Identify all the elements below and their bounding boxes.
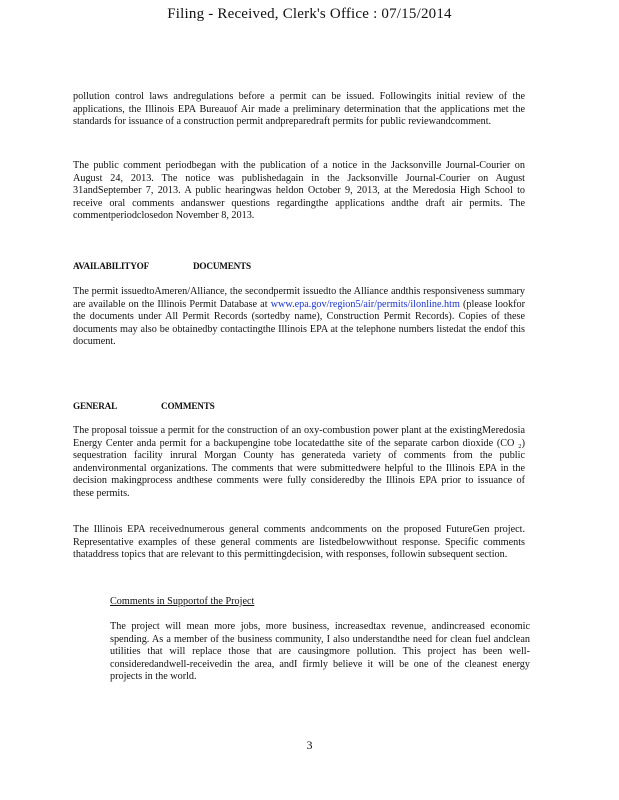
heading-general-word: GENERAL	[73, 401, 118, 411]
paragraph-public-comment-period: The public comment periodbegan with the publication of a notice in the Jacksonville Journal-Courier on August 24, 2013. The notice was publishedagain in the Jacksonville Journal-Courier on August 31andSeptember 7, 2013. A public hearingwas heldon October 9, 2013, at the Meredosia High School to receive oral comments andanswer questions regardingthe applications andthe draft air permits. The commentperiodclosedon November 8, 2013.	[73, 160, 525, 222]
paragraph-general-comments-received: The Illinois EPA receivednumerous general comments andcomments on the proposed FutureGen project. Representative examples of these general comments are listedbelowwithout response. Specific comments thataddress topics that are relevant to this permittingdecision, with responses, followin subsequent section.	[73, 524, 525, 561]
page-number: 3	[306, 738, 313, 752]
heading-general-comments	[73, 401, 525, 411]
availability-text-start: The permit issuedtoAmeren/Alliance, the secondpermit issuedto the Alliance andthis responsiveness summary are available on the Illinois Permit Database at	[73, 286, 525, 310]
heading-documents-word: DOCUMENTS	[193, 261, 251, 271]
paragraph-availability	[73, 286, 525, 349]
support-comment-quote: The project will mean more jobs, more business, increasedtax revenue, andincreased economic spending. As a member of the business community, I also understandthe need for clean fuel andclean utilities that will replace those that are causingmore pollution. This project has been well-consideredandwell-receivedin the area, andI firmly believe it will be one of the cleanest energy projects in the world.	[110, 621, 530, 683]
paragraph-permit-review: pollution control laws andregulations before a permit can be issued. Followingits initial review of the applications, the Illinois EPA Bureauof Air made a preliminary determination that the applications met the standards for issuance of a construction permit andpreparedraft permits for public reviewandcomment.	[73, 91, 525, 128]
subsection-title-support: Comments in Supportof the Project	[110, 596, 255, 607]
permit-database-link[interactable]: www.epa.gov/region5/air/permits/ilonline.htm	[270, 298, 460, 310]
heading-availability-word: AVAILABILITYOF	[73, 261, 149, 271]
heading-availability-of-documents	[73, 261, 525, 271]
filing-stamp-header: Filing - Received, Clerk's Office : 07/15/2014	[167, 6, 452, 22]
heading-comments-word: COMMENTS	[161, 401, 215, 411]
availability-text-end: (please lookfor the documents under All Permit Records (sortedby name), Construction Permit Records). Copies of these documents may also be obtainedby contactingthe Illinois EPA at the telephone numbers listedat the endof this document.	[73, 298, 525, 348]
paragraph-proposal-comments: The proposal toissue a permit for the construction of an oxy-combustion power plant at the existingMeredosia Energy Center anda permit for a backupengine tobe locatedatthe site of the separate carbon dioxide (CO ₂) sequestration facility inrural Morgan County has generateda variety of comments from the public andenvironmental organizations. The comments that were submittedwere helpful to the Illinois EPA in the decision makingprocess andthese comments were fully consideredby the Illinois EPA prior to issuance of these permits.	[73, 425, 525, 499]
